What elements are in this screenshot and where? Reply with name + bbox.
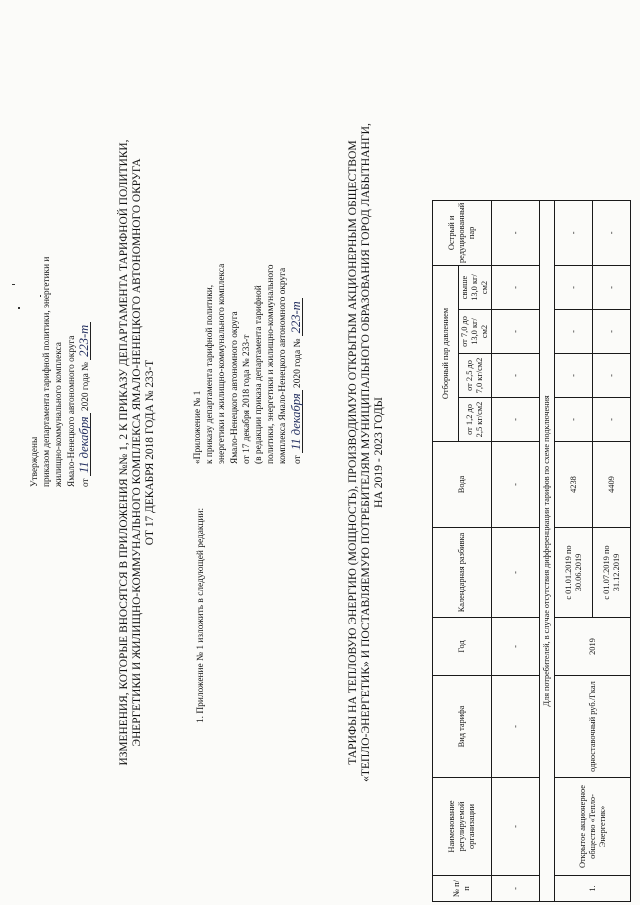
appendix-line: Ямало-Ненецкого автономного округа xyxy=(229,311,240,464)
header-steam-3: от 7,0 до 13,0 кг/см2 xyxy=(459,310,492,354)
table-cell: - xyxy=(593,310,631,354)
table-group-row xyxy=(540,200,555,901)
table-cell: - xyxy=(555,310,593,354)
approval-line: жилищно-коммунального комплекса xyxy=(54,342,65,487)
scan-speck xyxy=(12,284,15,285)
table-cell: - xyxy=(593,398,631,442)
table-cell: - xyxy=(492,676,540,778)
row-period: с 01.07.2019 по 31.12.2019 xyxy=(593,528,631,618)
header-calendar: Календарная разбивка xyxy=(433,528,492,618)
header-steam-2: от 2,5 до 7,0 кг/см2 xyxy=(459,354,492,398)
tariff-table xyxy=(432,200,631,902)
table-cell: - xyxy=(555,354,593,398)
appendix-line: энергетики и жилищно-коммунального комплекса xyxy=(217,263,228,464)
header-type: Вид тарифа xyxy=(433,676,492,778)
header-year: Год xyxy=(433,618,492,676)
header-sharp-steam: Острый и редуцированный пар xyxy=(433,200,492,265)
appendix-line: «Приложение № 1 xyxy=(193,390,203,464)
approval-line: Ямало-Ненецкого автономного округа xyxy=(66,335,77,487)
row-water: 4409 xyxy=(593,442,631,528)
table-row xyxy=(555,200,593,901)
table-header-row xyxy=(433,200,459,901)
scan-speck xyxy=(18,307,20,309)
appendix-line: от 17 декабря 2018 года № 233-т xyxy=(241,334,252,464)
table-cell: - xyxy=(492,876,540,902)
table-cell: - xyxy=(492,398,540,442)
table-row-dashes xyxy=(492,200,540,901)
tariff-title-line: НА 2019 - 2023 ГОДЫ xyxy=(372,397,385,508)
appendix-line: к приказу департамента тарифной политики, xyxy=(205,284,216,464)
appendix-line: политики, энергетики и жилищно-коммунального xyxy=(266,264,277,464)
header-steam-group: Отборный пар давлением xyxy=(433,266,459,442)
appendix-block xyxy=(192,264,304,464)
header-water: Вода xyxy=(433,442,492,528)
tariff-title xyxy=(346,0,385,905)
row-year: 2019 xyxy=(555,618,631,676)
approval-date-suffix: 2020 года № xyxy=(80,362,91,412)
appendix-date-prefix: от xyxy=(292,455,303,464)
table-cell: - xyxy=(492,528,540,618)
appendix-date-suffix: 2020 года № xyxy=(292,338,303,388)
table-cell: - xyxy=(555,200,593,265)
approval-line: приказом департамента тарифной политики, энергетики и xyxy=(42,256,53,487)
appendix-handwritten-date: 11 декабря xyxy=(290,390,303,453)
table-cell: - xyxy=(492,618,540,676)
approval-handwritten-number: 223-т xyxy=(78,322,91,360)
item-1-text: 1. Приложение № 1 изложить в следующей редакции: xyxy=(196,507,206,723)
appendix-handwritten-number: 223-т xyxy=(290,298,303,336)
appendix-line: (в редакции приказа департамента тарифной xyxy=(254,285,265,464)
tariff-title-line: ТАРИФЫ НА ТЕПЛОВУЮ ЭНЕРГИЮ (МОЩНОСТЬ), ПРОИЗВОДИМУЮ ОТКРЫТЫМ АКЦИОНЕРНЫМ ОБЩЕСТВОМ xyxy=(346,140,359,765)
header-num: № п/п xyxy=(433,876,492,902)
header-org: Наименование регулируемой организации xyxy=(433,778,492,876)
table-cell: - xyxy=(593,354,631,398)
table-cell: - xyxy=(492,310,540,354)
appendix-line: комплекса Ямало-Ненецкого автономного округа xyxy=(278,267,289,464)
table-cell: - xyxy=(492,778,540,876)
group-caption: Для потребителей, в случае отсутствия дифференциации тарифов по схеме подключения xyxy=(540,200,555,901)
header-steam-1: от 1,2 до 2,5 кг/см2 xyxy=(459,398,492,442)
approval-line: Утверждены xyxy=(30,436,40,487)
title-line: ОТ 17 ДЕКАБРЯ 2018 ГОДА № 233-Т xyxy=(143,359,156,546)
row-num: 1. xyxy=(555,876,631,902)
appendix-date-row xyxy=(290,264,304,464)
row-period: с 01.01.2019 по 30.06.2019 xyxy=(555,528,593,618)
approval-date-prefix: от xyxy=(80,478,91,487)
scan-speck xyxy=(40,295,41,297)
row-water: 4238 xyxy=(555,442,593,528)
table-cell: - xyxy=(593,200,631,265)
table-cell: - xyxy=(555,398,593,442)
header-steam-4: свыше 13,0 кг/см2 xyxy=(459,266,492,310)
table-cell: - xyxy=(492,442,540,528)
approval-block xyxy=(29,257,92,487)
table-cell: - xyxy=(492,266,540,310)
table-cell: - xyxy=(492,354,540,398)
approval-handwritten-date: 11 декабря xyxy=(78,413,91,476)
table-cell: - xyxy=(555,266,593,310)
table-cell: - xyxy=(593,266,631,310)
approval-date-row xyxy=(78,257,92,487)
row-org: Открытое акционерное общество «Тепло-Энергетик» xyxy=(555,778,631,876)
document-title xyxy=(118,0,156,905)
title-line: ИЗМЕНЕНИЯ, КОТОРЫЕ ВНОСЯТСЯ В ПРИЛОЖЕНИЯ №№ 1, 2 К ПРИКАЗУ ДЕПАРТАМЕНТА ТАРИФНОЙ ПОЛИТИКИ, xyxy=(118,139,130,766)
table-cell: - xyxy=(492,200,540,265)
title-line: ЭНЕРГЕТИКИ И ЖИЛИЩНО-КОММУНАЛЬНОГО КОМПЛЕКСА ЯМАЛО-НЕНЕЦКОГО АВТОНОМНОГО ОКРУГА xyxy=(130,158,143,747)
row-tariff-type: одноставочный руб./Гкал xyxy=(555,676,631,778)
tariff-title-line: «ТЕПЛО-ЭНЕРГЕТИК» И ПОСТАВЛЯЕМУЮ ПОТРЕБИТЕЛЯМ МУНИЦИПАЛЬНОГО ОБРАЗОВАНИЯ ГОРОД ЛАБЫТНАНГИ, xyxy=(359,123,372,782)
